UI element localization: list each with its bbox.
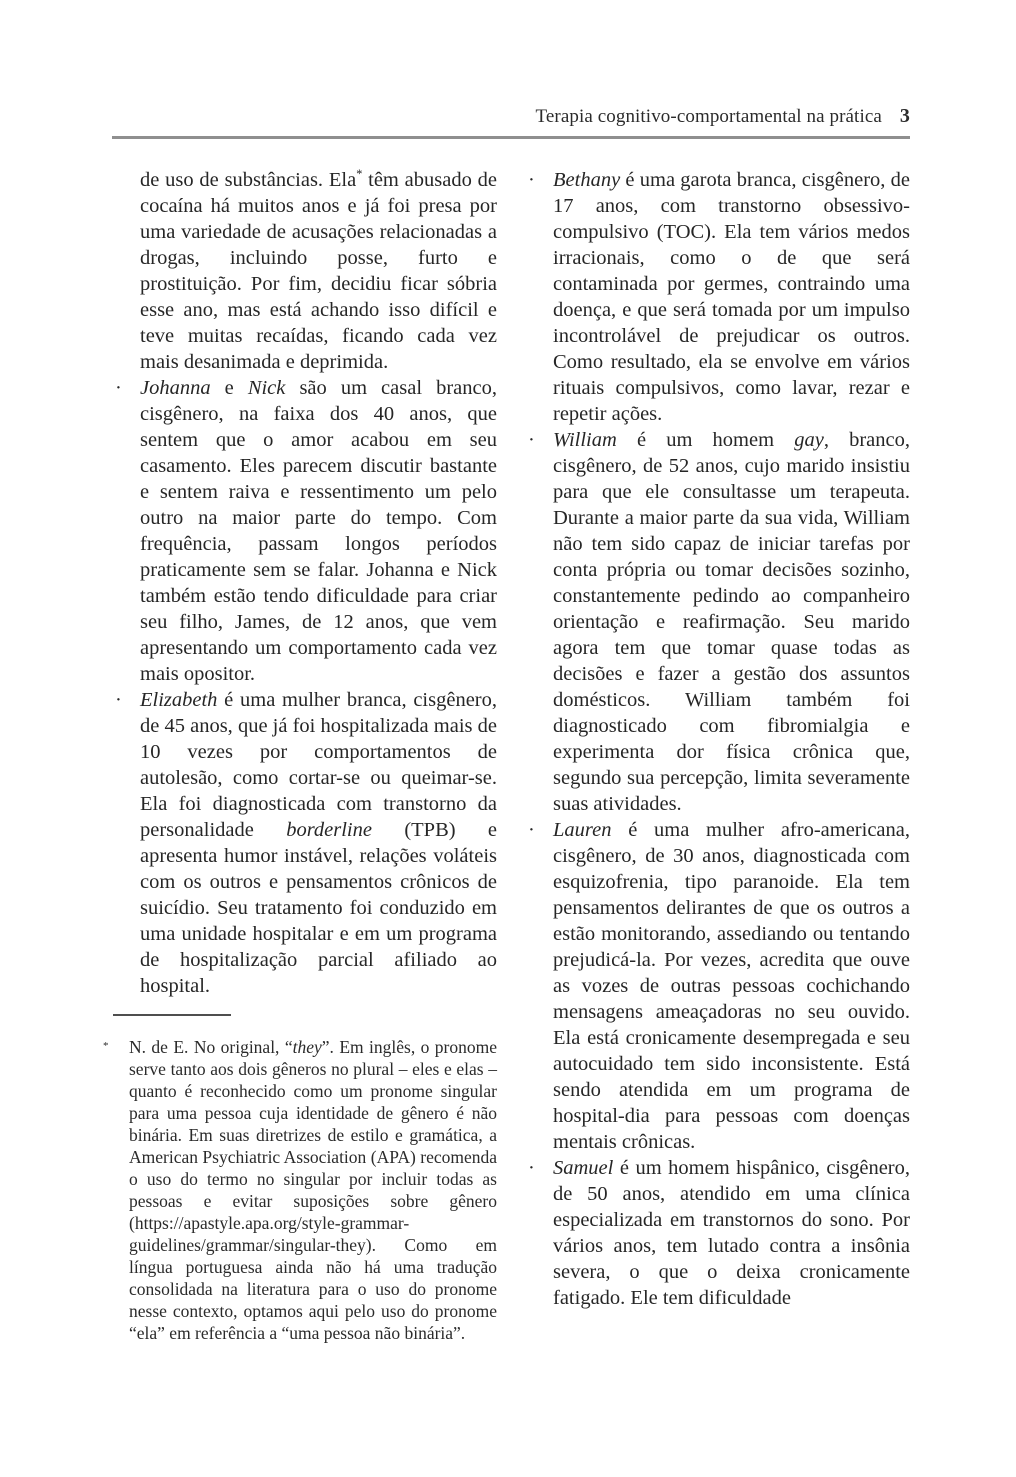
footnote-section xyxy=(103,1014,498,1344)
bullet-marker: · xyxy=(528,1157,535,1179)
running-head-title: Terapia cognitivo-comportamental na prática xyxy=(535,106,882,127)
footnote-reference-marker: * xyxy=(356,167,363,182)
emphasized-text: Lauren xyxy=(553,819,612,841)
bullet-marker: · xyxy=(528,429,535,451)
case-text xyxy=(553,429,910,815)
text-run: , branco, cisgênero, de 52 anos, cujo marido insistiu para que ele consultasse um terapeuta. Durante a maior parte da sua vida, William não tem sido capaz de iniciar tarefas por conta própria ou tomar decisões sozinho, constantemente pedindo ao companheiro orientação e reafirmação. Seu marido agora tem que tomar quase todas as decisões e fazer a gestão dos assuntos domésticos. William também foi diagnosticado com fibromialgia e experimenta dor física crônica que, segundo sua percepção, limita severamente suas atividades. xyxy=(553,429,910,815)
bullet-marker: · xyxy=(528,169,535,191)
emphasized-text: Samuel xyxy=(553,1157,614,1179)
text-run: de uso de substâncias. Ela xyxy=(140,169,357,191)
case-text xyxy=(553,1157,910,1309)
case-vignette-item xyxy=(525,817,910,1155)
case-vignette-item xyxy=(525,427,910,817)
emphasized-text: borderline xyxy=(286,819,372,841)
header-rule xyxy=(112,136,910,139)
text-run: é uma garota branca, cisgênero, de 17 anos, com transtorno obsessivo-compulsivo (TOC). Ela tem vários medos irracionais, como o de que será contaminada por germes, contraindo uma doença, e que será tomada por um impulso incontrolável de prejudicar os outros. Como resultado, ela se envolve em vários rituais compulsivos, como lavar, rezar e repetir ações. xyxy=(553,169,910,425)
page-header xyxy=(112,104,910,129)
text-run: (TPB) e apresenta humor instável, relações voláteis com os outros e pensamentos crônicos de suicídio. Seu tratamento foi conduzido em uma unidade hospitalar e em um programa de hospitalização parcial afiliado ao hospital. xyxy=(140,819,497,997)
footnote-text xyxy=(103,1036,498,1344)
case-vignette-list-left xyxy=(112,375,497,999)
text-run: é um homem hispânico, cisgênero, de 50 anos, atendido em uma clínica especializada em transtornos do sono. Por vários anos, tem lutado contra a insônia severa, o que o deixa cronicamente fatigado. Ele tem dificuldade xyxy=(553,1157,910,1309)
continuation-paragraph xyxy=(112,167,497,375)
emphasized-text: they xyxy=(292,1037,322,1057)
case-vignette-item xyxy=(525,1155,910,1311)
case-vignette-item xyxy=(525,167,910,427)
emphasized-text: Nick xyxy=(247,377,286,399)
text-run: é um homem xyxy=(616,429,795,451)
text-run: ”. Em inglês, o pronome serve tanto aos dois gêneros no plural – eles e elas – quanto é reconhecido como um pronome singular para uma pessoa cuja identidade de gênero é não binária. Em suas diretrizes de estilo e gramática, a American Psychiatric Association (APA) recomenda o uso do termo no singular por incluir todas as pessoas e evitar suposições sobre gênero (https://apastyle.apa.org/style-grammar-guidelines/grammar/singular-they). Como em língua portuguesa ainda não há uma tradução consolidada na literatura para o uso do pronome nesse contexto, optamos aqui pelo uso do pronome “ela” em referência a “uma pessoa não binária”. xyxy=(129,1037,498,1343)
case-text xyxy=(140,689,497,997)
emphasized-text: Bethany xyxy=(553,169,621,191)
text-run: são um casal branco, cisgênero, na faixa dos 40 anos, que sentem que o amor acabou em seu casamento. Eles parecem discutir bastante e sentem raiva e ressentimento um pelo outro na maior parte do tempo. Com frequência, passam longos períodos praticamente sem se falar. Johanna e Nick também estão tendo dificuldade para criar seu filho, James, de 12 anos, que vem apresentando um comportamento cada vez mais opositor. xyxy=(140,377,497,685)
case-text xyxy=(140,377,497,685)
text-run: é uma mulher afro-americana, cisgênero, de 30 anos, diagnosticada com esquizofrenia, tipo paranoide. Ela tem pensamentos delirantes de que os outros a estão monitorando, assediando ou tentando prejudicá-la. Por vezes, acredita que ouve as vozes de outras pessoas cochichando mensagens ameaçadoras no seu ouvido. Ela está cronicamente desempregada e seu autocuidado tem sido inconsistente. Está sendo atendida em um programa de hospital-dia para pessoas com doenças mentais crônicas. xyxy=(553,819,910,1153)
bullet-marker: · xyxy=(115,689,122,711)
text-run: é uma mulher branca, cisgênero, de 45 anos, que já foi hospitalizada mais de 10 vezes por comportamentos de autolesão, como cortar-se ou queimar-se. Ela foi diagnosticada com transtorno da personalidade xyxy=(140,689,497,841)
footnote-marker: * xyxy=(103,1040,109,1052)
text-run: e xyxy=(210,377,248,399)
case-vignette-list-right xyxy=(525,167,910,1311)
emphasized-text: Elizabeth xyxy=(140,689,218,711)
bullet-marker: · xyxy=(528,819,535,841)
case-vignette-item xyxy=(112,687,497,999)
footnote-divider xyxy=(113,1014,231,1016)
text-run: N. de E. No original, “ xyxy=(129,1037,293,1057)
two-column-text xyxy=(103,167,910,1344)
emphasized-text: gay xyxy=(794,429,824,451)
case-text xyxy=(553,819,910,1153)
footnote-body xyxy=(129,1037,497,1343)
emphasized-text: William xyxy=(553,429,617,451)
page-number: 3 xyxy=(899,105,910,127)
case-vignette-item xyxy=(112,375,497,687)
bullet-marker: · xyxy=(115,377,122,399)
case-text xyxy=(553,169,910,425)
right-column xyxy=(525,167,910,1344)
left-column xyxy=(103,167,498,1344)
text-run: têm abusado de cocaína há muitos anos e já foi presa por uma variedade de acusações relacionadas a drogas, incluindo posse, furto e prostituição. Por fim, decidiu ficar sóbria esse ano, mas está achando isso difícil e teve muitas recaídas, ficando cada vez mais desanimada e deprimida. xyxy=(140,169,497,373)
emphasized-text: Johanna xyxy=(140,377,211,399)
